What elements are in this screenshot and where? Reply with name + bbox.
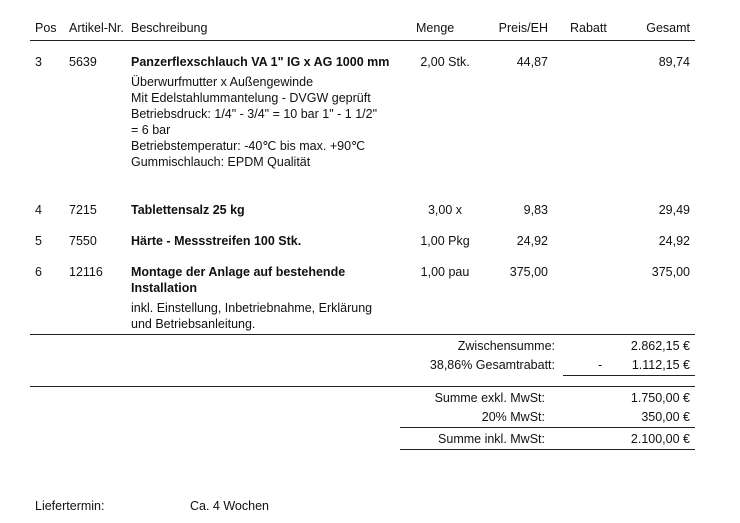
gesamtrabatt-sign: - — [598, 358, 603, 372]
item-description — [131, 54, 393, 170]
total-underline — [400, 449, 695, 450]
subtotal-divider — [30, 386, 695, 387]
item-pos: 4 — [35, 203, 42, 217]
item-title: Panzerflexschlauch VA 1" IG x AG 1000 mm — [131, 55, 390, 69]
rabatt-underline — [563, 375, 695, 376]
item-pos: 6 — [35, 265, 42, 279]
item-detail-line: Betriebsdruck: 1/4" - 3/4" = 10 bar 1" - 1 1/2" — [131, 107, 378, 121]
item-artikel: 7550 — [69, 234, 97, 248]
item-detail-line: Überwurfmutter x Außengewinde — [131, 75, 314, 89]
item-gesamt: 24,92 — [658, 234, 690, 248]
header-preis: Preis/EH — [498, 21, 548, 35]
mwst-underline — [400, 427, 695, 428]
item-detail-line: und Betriebsanleitung. — [131, 317, 256, 331]
item-pos: 5 — [35, 234, 42, 248]
liefertermin-value: Ca. 4 Wochen — [190, 499, 269, 513]
table-header — [0, 20, 740, 38]
header-rabatt: Rabatt — [570, 21, 607, 35]
item-detail-line: inkl. Einstellung, Inbetriebnahme, Erklärung — [131, 301, 373, 315]
item-preis: 44,87 — [516, 55, 548, 69]
item-menge: 1,00 Pkg — [420, 234, 470, 248]
zwischensumme-label: Zwischensumme: — [457, 339, 555, 353]
item-preis: 375,00 — [509, 265, 548, 279]
item-description — [131, 233, 393, 249]
zwischensumme-value: 2.862,15 € — [630, 339, 690, 353]
item-gesamt: 375,00 — [651, 265, 690, 279]
header-artikel: Artikel-Nr. — [69, 21, 124, 35]
item-detail-line: Betriebstemperatur: -40℃ bis max. +90℃ — [131, 139, 366, 153]
header-pos: Pos — [35, 21, 57, 35]
summe-inkl-value: 2.100,00 € — [630, 432, 690, 446]
item-menge: 3,00 x — [427, 203, 463, 217]
header-beschreibung: Beschreibung — [131, 21, 208, 35]
item-title: Montage der Anlage auf bestehende Installation — [131, 265, 346, 295]
gesamtrabatt-label: 38,86% Gesamtrabatt: — [429, 358, 555, 372]
item-artikel: 7215 — [69, 203, 97, 217]
item-preis: 24,92 — [516, 234, 548, 248]
item-details — [131, 300, 393, 332]
item-description — [131, 202, 393, 218]
mwst-label: 20% MwSt: — [481, 410, 545, 424]
item-detail-line: Gummischlauch: EPDM Qualität — [131, 155, 311, 169]
gesamtrabatt-value: 1.112,15 € — [631, 358, 690, 372]
summe-exkl-label: Summe exkl. MwSt: — [434, 391, 545, 405]
item-menge: 1,00 pau — [420, 265, 470, 279]
item-details — [131, 74, 393, 170]
header-menge: Menge — [416, 21, 455, 35]
summe-inkl-label: Summe inkl. MwSt: — [438, 432, 545, 446]
item-detail-line: = 6 bar — [131, 123, 171, 137]
item-menge: 2,00 Stk. — [420, 55, 470, 69]
header-divider — [30, 40, 695, 41]
item-detail-line: Mit Edelstahlummantelung - DVGW geprüft — [131, 91, 371, 105]
item-preis: 9,83 — [523, 203, 548, 217]
item-title: Tablettensalz 25 kg — [131, 203, 245, 217]
item-gesamt: 29,49 — [658, 203, 690, 217]
header-gesamt: Gesamt — [646, 21, 690, 35]
items-divider — [30, 334, 695, 335]
summe-exkl-value: 1.750,00 € — [630, 391, 690, 405]
liefertermin-label: Liefertermin: — [35, 499, 105, 513]
item-gesamt: 89,74 — [658, 55, 690, 69]
item-artikel: 12116 — [69, 265, 103, 279]
item-description — [131, 264, 393, 332]
item-pos: 3 — [35, 55, 42, 69]
item-title: Härte - Messstreifen 100 Stk. — [131, 234, 302, 248]
mwst-value: 350,00 € — [641, 410, 690, 424]
item-artikel: 5639 — [69, 55, 97, 69]
